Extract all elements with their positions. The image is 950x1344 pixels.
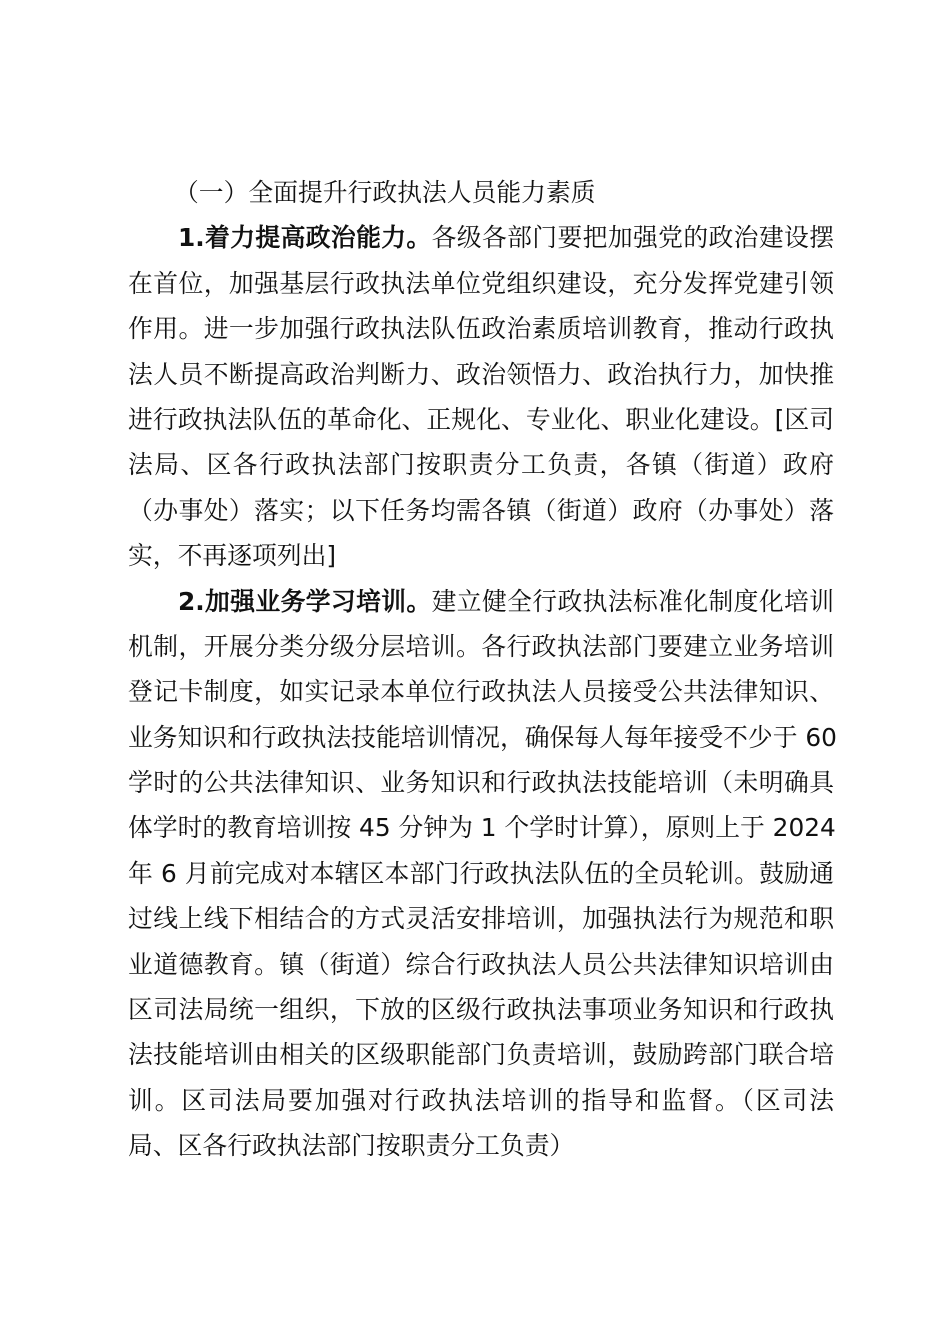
paragraph-line: 区司法局统一组织，下放的区级行政执法事项业务知识和行政执 — [128, 995, 834, 1025]
paragraph-line: 作用。进一步加强行政执法队伍政治素质培训教育，推动行政执 — [128, 314, 834, 344]
paragraph-line: （办事处）落实；以下任务均需各镇（街道）政府（办事处）落 — [128, 495, 834, 525]
item-2-title: 2.加强业务学习培训。 — [178, 586, 432, 616]
section-heading: （一）全面提升行政执法人员能力素质 — [174, 178, 596, 207]
document-body — [128, 170, 837, 1169]
paragraph-line: 在首位，加强基层行政执法单位党组织建设，充分发挥党建引领 — [128, 268, 834, 298]
paragraph-line: 法人员不断提高政治判断力、政治领悟力、政治执行力，加快推 — [128, 359, 834, 389]
paragraph-line — [128, 579, 834, 624]
item-2-text: 建立健全行政执法标准化制度化培训 — [431, 586, 834, 616]
paragraph-line: 登记卡制度，如实记录本单位行政执法人员接受公共法律知识、 — [128, 677, 834, 707]
paragraph-line: 业务知识和行政执法技能培训情况，确保每人每年接受不少于 60 — [128, 722, 837, 752]
paragraph-line: 年 6 月前完成对本辖区本部门行政执法队伍的全员轮训。鼓励通 — [128, 858, 834, 888]
paragraph-line: 体学时的教育培训按 45 分钟为 1 个学时计算），原则上于 2024 — [128, 813, 836, 843]
paragraph-line: 训。区司法局要加强对行政执法培训的指导和监督。（区司法 — [128, 1085, 834, 1115]
paragraph-line: 过线上线下相结合的方式灵活安排培训，加强执法行为规范和职 — [128, 904, 834, 934]
paragraph-line: 实，不再逐项列出] — [128, 541, 337, 571]
paragraph-line: 局、区各行政执法部门按职责分工负责） — [128, 1131, 575, 1161]
paragraph-line — [128, 215, 834, 260]
paragraph-line: 法局、区各行政执法部门按职责分工负责，各镇（街道）政府 — [128, 450, 834, 480]
paragraph-line: 法技能培训由相关的区级职能部门负责培训，鼓励跨部门联合培 — [128, 1040, 834, 1070]
paragraph-line: 学时的公共法律知识、业务知识和行政执法技能培训（未明确具 — [128, 768, 834, 798]
paragraph-line: 业道德教育。镇（街道）综合行政执法人员公共法律知识培训由 — [128, 949, 834, 979]
paragraph-line: 进行政执法队伍的革命化、正规化、专业化、职业化建设。[区司 — [128, 404, 834, 434]
paragraph-line: 机制，开展分类分级分层培训。各行政执法部门要建立业务培训 — [128, 631, 834, 661]
item-1-title: 1.着力提高政治能力。 — [178, 223, 432, 253]
item-1-text: 各级各部门要把加强党的政治建设摆 — [431, 223, 834, 253]
